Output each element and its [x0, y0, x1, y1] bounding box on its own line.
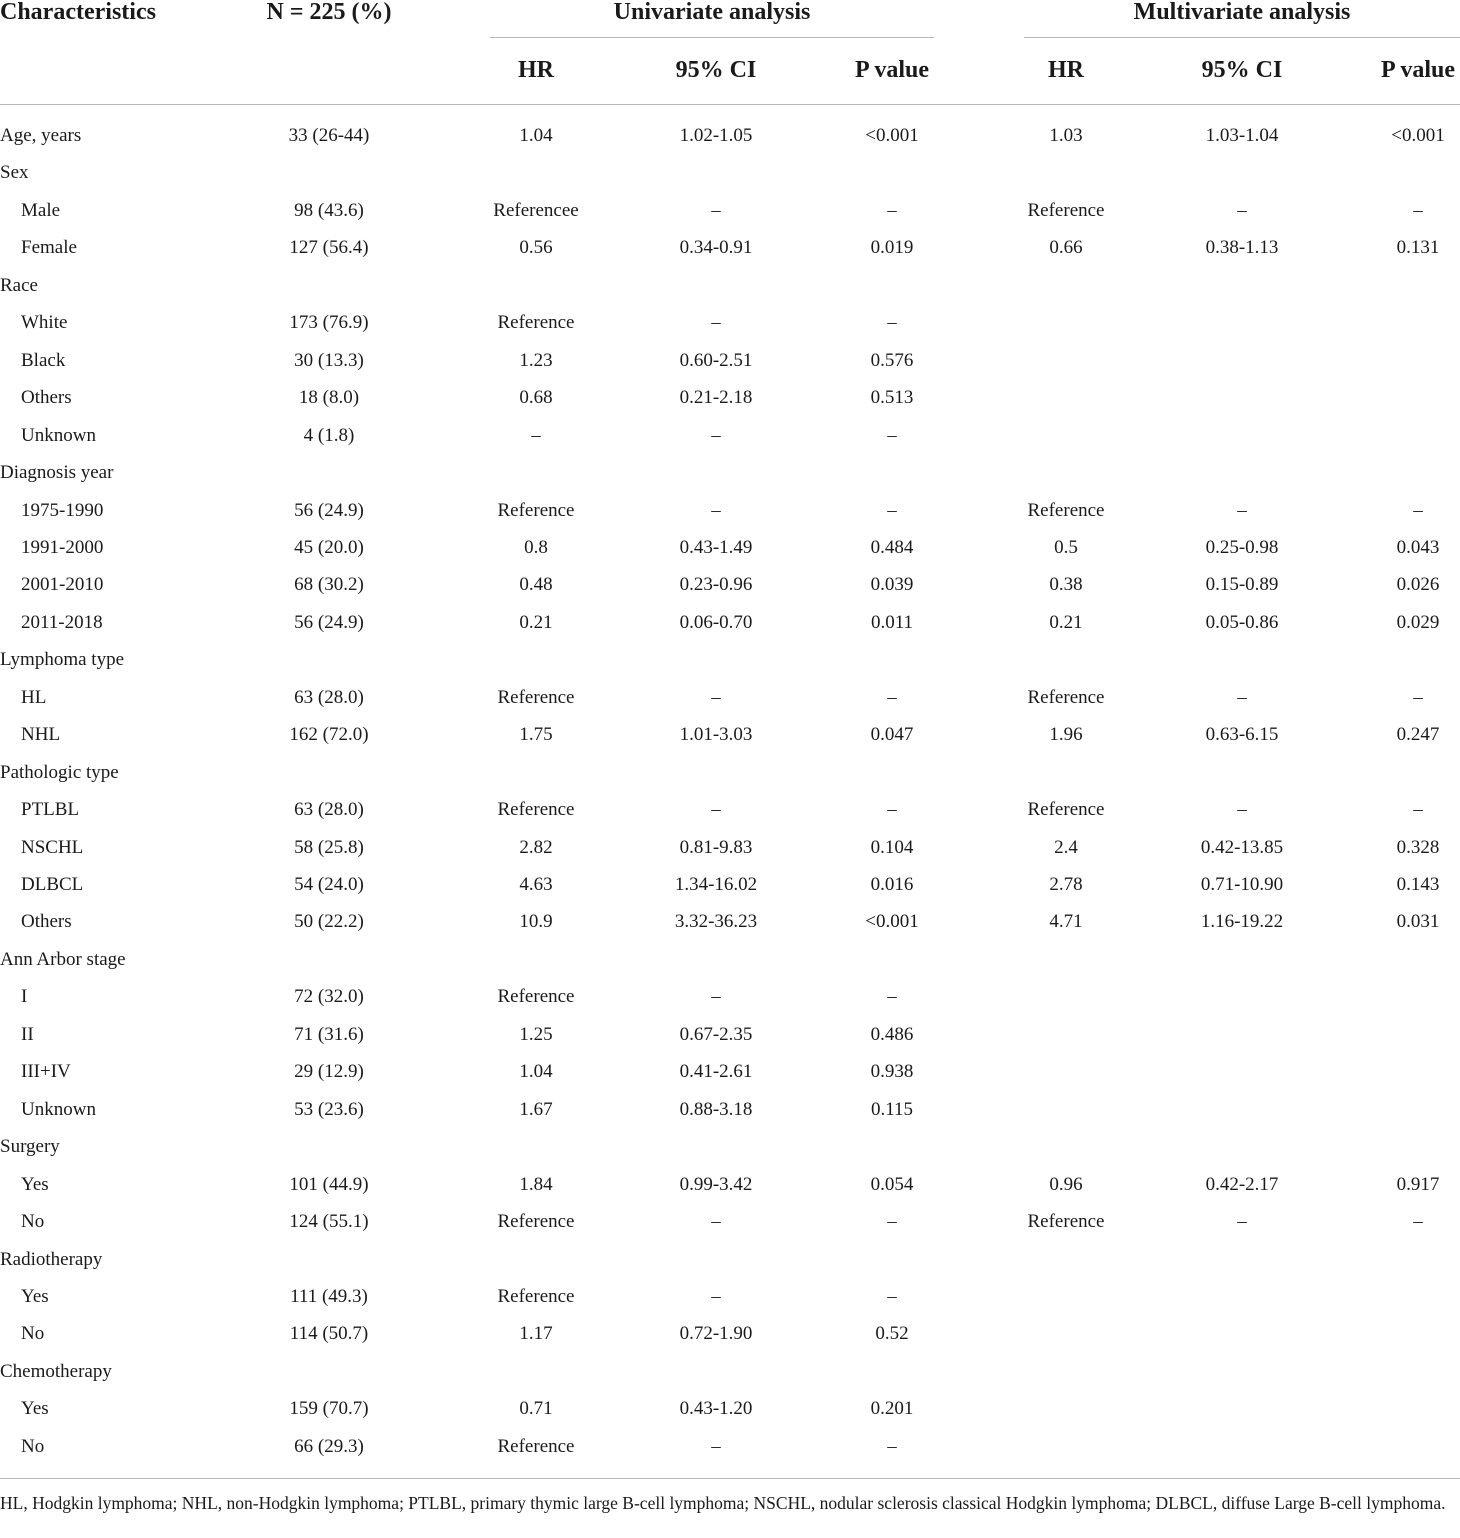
- cell-up: 0.011: [870, 612, 914, 633]
- cell-uhr: 0.68: [519, 387, 553, 408]
- row-label: Unknown: [21, 425, 96, 446]
- cell-n: 56 (24.9): [294, 612, 364, 633]
- cell-uhr: 2.82: [519, 837, 553, 858]
- cell-mci: 0.63-6.15: [1205, 724, 1279, 745]
- cell-uci: –: [711, 500, 721, 521]
- cell-mci: 1.16-19.22: [1200, 911, 1284, 932]
- cell-n: 58 (25.8): [294, 837, 364, 858]
- cell-up: 0.104: [870, 837, 914, 858]
- cell-uci: –: [711, 799, 721, 820]
- row-label: NSCHL: [21, 837, 84, 858]
- cell-mhr: Reference: [1027, 500, 1105, 521]
- group-label: Sex: [0, 162, 29, 183]
- cell-mhr: 2.4: [1054, 837, 1078, 858]
- cell-uhr: 1.04: [519, 125, 553, 146]
- row-label: HL: [21, 687, 47, 708]
- cell-uci: 1.01-3.03: [679, 724, 753, 745]
- cell-uhr: 1.75: [519, 724, 553, 745]
- cell-up: 0.047: [870, 724, 914, 745]
- cell-mp: –: [1413, 500, 1423, 521]
- cell-mp: 0.131: [1396, 237, 1440, 258]
- cell-mci: –: [1237, 500, 1247, 521]
- cell-mhr: 2.78: [1049, 874, 1083, 895]
- row-label: Others: [21, 387, 72, 408]
- cell-n: 30 (13.3): [294, 350, 364, 371]
- cell-up: 0.486: [870, 1024, 914, 1045]
- cell-mhr: 4.71: [1049, 911, 1083, 932]
- multivariate-span-rule: [1024, 37, 1460, 38]
- cell-up: 0.115: [870, 1099, 914, 1120]
- cell-mhr: 0.66: [1049, 237, 1083, 258]
- cell-up: <0.001: [865, 125, 919, 146]
- cell-n: 173 (76.9): [289, 312, 369, 333]
- cell-mhr: 0.21: [1049, 612, 1083, 633]
- cell-mci: –: [1237, 799, 1247, 820]
- header-multi-hr: HR: [1048, 57, 1084, 83]
- row-label: Unknown: [21, 1099, 96, 1120]
- cell-mci: 0.42-2.17: [1205, 1174, 1279, 1195]
- row-label: White: [21, 312, 68, 333]
- cell-uci: 0.67-2.35: [679, 1024, 753, 1045]
- cell-uci: 0.41-2.61: [679, 1061, 753, 1082]
- cell-mhr: 1.03: [1049, 125, 1083, 146]
- cell-uci: –: [711, 200, 721, 221]
- cell-n: 56 (24.9): [294, 500, 364, 521]
- cell-n: 68 (30.2): [294, 574, 364, 595]
- cell-up: 0.201: [870, 1398, 914, 1419]
- cell-n: 72 (32.0): [294, 986, 364, 1007]
- cell-uhr: 0.71: [519, 1398, 553, 1419]
- cell-mhr: Reference: [1027, 799, 1105, 820]
- cell-mp: –: [1413, 1211, 1423, 1232]
- cell-n: 111 (49.3): [290, 1286, 368, 1307]
- cell-uhr: 4.63: [519, 874, 553, 895]
- cell-mp: 0.026: [1396, 574, 1440, 595]
- cell-uhr: 1.67: [519, 1099, 553, 1120]
- cell-mp: 0.031: [1396, 911, 1440, 932]
- cell-n: 18 (8.0): [298, 387, 360, 408]
- cell-mci: –: [1237, 1211, 1247, 1232]
- cell-mp: <0.001: [1391, 125, 1445, 146]
- cell-mci: –: [1237, 200, 1247, 221]
- cell-uhr: Reference: [497, 687, 575, 708]
- header-multi-ci: 95% CI: [1201, 57, 1283, 83]
- cell-n: 66 (29.3): [294, 1436, 364, 1457]
- group-label: Diagnosis year: [0, 462, 114, 483]
- cell-n: 101 (44.9): [289, 1174, 369, 1195]
- cell-mci: 0.25-0.98: [1205, 537, 1279, 558]
- cell-up: 0.513: [870, 387, 914, 408]
- cell-mp: 0.029: [1396, 612, 1440, 633]
- cell-mci: 0.38-1.13: [1205, 237, 1279, 258]
- cell-uhr: Reference: [497, 500, 575, 521]
- cell-uci: –: [711, 1211, 721, 1232]
- group-label: Radiotherapy: [0, 1249, 103, 1270]
- row-label: I: [21, 986, 28, 1007]
- cell-mhr: Reference: [1027, 687, 1105, 708]
- cell-uci: 0.34-0.91: [679, 237, 753, 258]
- cell-uci: –: [711, 425, 721, 446]
- cell-up: –: [887, 986, 897, 1007]
- header-characteristics: Characteristics: [0, 0, 156, 25]
- cell-up: –: [887, 1436, 897, 1457]
- cell-up: –: [887, 799, 897, 820]
- cell-uci: –: [711, 986, 721, 1007]
- cell-uci: 1.34-16.02: [674, 874, 758, 895]
- cell-up: –: [887, 1286, 897, 1307]
- cell-mp: 0.143: [1396, 874, 1440, 895]
- cell-uci: 0.81-9.83: [679, 837, 753, 858]
- cell-mci: –: [1237, 687, 1247, 708]
- cell-mp: 0.328: [1396, 837, 1440, 858]
- cell-mp: –: [1413, 200, 1423, 221]
- cell-up: –: [887, 500, 897, 521]
- group-label: Ann Arbor stage: [0, 949, 126, 970]
- cell-up: –: [887, 200, 897, 221]
- cell-uci: 0.06-0.70: [679, 612, 753, 633]
- row-label: No: [21, 1436, 45, 1457]
- cell-uhr: Reference: [497, 1436, 575, 1457]
- cell-uhr: 0.8: [524, 537, 548, 558]
- cell-mp: –: [1413, 799, 1423, 820]
- cell-up: 0.52: [875, 1323, 909, 1344]
- header-univariate: Univariate analysis: [613, 0, 811, 25]
- cell-uhr: 1.25: [519, 1024, 553, 1045]
- univariate-span-rule: [490, 37, 934, 38]
- header-bottom-rule: [0, 104, 1460, 105]
- cell-n: 127 (56.4): [289, 237, 369, 258]
- row-label: 2011-2018: [21, 612, 103, 633]
- cell-mhr: 0.38: [1049, 574, 1083, 595]
- cell-mp: 0.247: [1396, 724, 1440, 745]
- cell-mhr: Reference: [1027, 1211, 1105, 1232]
- cell-mci: 0.71-10.90: [1200, 874, 1284, 895]
- cell-uci: 0.60-2.51: [679, 350, 753, 371]
- group-label: Race: [0, 275, 38, 296]
- group-label: Pathologic type: [0, 762, 119, 783]
- cell-uci: 0.43-1.49: [679, 537, 753, 558]
- row-label: Yes: [21, 1286, 49, 1307]
- cell-n: 50 (22.2): [294, 911, 364, 932]
- row-label: Black: [21, 350, 66, 371]
- cell-uci: 1.02-1.05: [679, 125, 753, 146]
- header-uni-hr: HR: [518, 57, 554, 83]
- cell-uhr: 0.48: [519, 574, 553, 595]
- row-label: DLBCL: [21, 874, 84, 895]
- group-label: Surgery: [0, 1136, 60, 1157]
- cell-uci: –: [711, 687, 721, 708]
- cell-n: 53 (23.6): [294, 1099, 364, 1120]
- cell-mp: 0.043: [1396, 537, 1440, 558]
- cell-mhr: 1.96: [1049, 724, 1083, 745]
- cell-mci: 1.03-1.04: [1205, 125, 1279, 146]
- cell-uhr: Reference: [497, 1211, 575, 1232]
- cell-uhr: Reference: [497, 312, 575, 333]
- cell-mhr: 0.5: [1054, 537, 1078, 558]
- cell-uci: 3.32-36.23: [674, 911, 758, 932]
- table-footnote: HL, Hodgkin lymphoma; NHL, non-Hodgkin lymphoma; PTLBL, primary thymic large B-cell lymphoma; NSCHL, nodular sclerosis classical Hodgkin lymphoma; DLBCL, diffuse Large B-cell lymphoma.: [0, 1493, 1446, 1513]
- cell-uhr: 1.17: [519, 1323, 553, 1344]
- cell-n: 54 (24.0): [294, 874, 364, 895]
- header-uni-p: P value: [854, 57, 930, 83]
- row-label: Yes: [21, 1398, 49, 1419]
- header-multi-p: P value: [1380, 57, 1456, 83]
- cell-mhr: Reference: [1027, 200, 1105, 221]
- cell-mci: 0.05-0.86: [1205, 612, 1279, 633]
- cell-up: 0.938: [870, 1061, 914, 1082]
- cell-n: 29 (12.9): [294, 1061, 364, 1082]
- cell-n: 63 (28.0): [294, 687, 364, 708]
- cell-uci: –: [711, 1436, 721, 1457]
- cell-mci: 0.15-0.89: [1205, 574, 1279, 595]
- cell-uhr: Reference: [497, 799, 575, 820]
- cell-n: 33 (26-44): [288, 125, 370, 146]
- cell-uhr: –: [531, 425, 541, 446]
- cell-mhr: 0.96: [1049, 1174, 1083, 1195]
- cell-n: 114 (50.7): [289, 1323, 369, 1344]
- row-label: II: [21, 1024, 34, 1045]
- cell-uhr: 1.04: [519, 1061, 553, 1082]
- table-bottom-rule: [0, 1478, 1460, 1479]
- cell-up: 0.576: [870, 350, 914, 371]
- cell-mp: 0.917: [1396, 1174, 1440, 1195]
- cell-uhr: 10.9: [519, 911, 553, 932]
- cell-uhr: 0.56: [519, 237, 553, 258]
- row-label: 2001-2010: [21, 574, 104, 595]
- row-label: No: [21, 1323, 45, 1344]
- cell-uhr: 1.23: [519, 350, 553, 371]
- cell-up: –: [887, 687, 897, 708]
- cell-n: 159 (70.7): [289, 1398, 369, 1419]
- cell-n: 45 (20.0): [294, 537, 364, 558]
- row-label: Others: [21, 911, 72, 932]
- cell-n: 63 (28.0): [294, 799, 364, 820]
- cell-up: 0.019: [870, 237, 914, 258]
- cell-uhr: Reference: [497, 986, 575, 1007]
- cell-n: 71 (31.6): [294, 1024, 364, 1045]
- row-label: NHL: [21, 724, 61, 745]
- cell-up: 0.484: [870, 537, 914, 558]
- cell-uhr: Reference: [497, 1286, 575, 1307]
- cell-n: 98 (43.6): [294, 200, 364, 221]
- row-label: 1991-2000: [21, 537, 104, 558]
- cell-uci: 0.23-0.96: [679, 574, 753, 595]
- cell-mci: 0.42-13.85: [1200, 837, 1284, 858]
- cell-n: 4 (1.8): [303, 425, 355, 446]
- cell-uhr: 1.84: [519, 1174, 553, 1195]
- cell-mp: –: [1413, 687, 1423, 708]
- header-uni-ci: 95% CI: [675, 57, 757, 83]
- row-label: III+IV: [21, 1061, 71, 1082]
- cell-up: –: [887, 1211, 897, 1232]
- cell-up: –: [887, 425, 897, 446]
- cell-up: 0.054: [870, 1174, 914, 1195]
- cell-up: –: [887, 312, 897, 333]
- row-label: Yes: [21, 1174, 49, 1195]
- cell-up: 0.039: [870, 574, 914, 595]
- cell-uci: 0.88-3.18: [679, 1099, 753, 1120]
- row-label: Age, years: [0, 125, 82, 146]
- row-label: PTLBL: [21, 799, 80, 820]
- cell-uci: 0.43-1.20: [679, 1398, 753, 1419]
- cell-n: 162 (72.0): [289, 724, 369, 745]
- cell-uhr: Referencee: [493, 200, 579, 221]
- cell-uci: 0.21-2.18: [679, 387, 753, 408]
- cell-uci: 0.72-1.90: [679, 1323, 753, 1344]
- row-label: No: [21, 1211, 45, 1232]
- cell-uci: –: [711, 312, 721, 333]
- cell-uci: 0.99-3.42: [679, 1174, 753, 1195]
- cell-uci: –: [711, 1286, 721, 1307]
- cell-up: 0.016: [870, 874, 914, 895]
- row-label: 1975-1990: [21, 500, 104, 521]
- group-label: Lymphoma type: [0, 649, 125, 670]
- group-label: Chemotherapy: [0, 1361, 112, 1382]
- cell-uhr: 0.21: [519, 612, 553, 633]
- header-multivariate: Multivariate analysis: [1133, 0, 1351, 25]
- cell-n: 124 (55.1): [289, 1211, 369, 1232]
- cell-up: <0.001: [865, 911, 919, 932]
- row-label: Female: [21, 237, 77, 258]
- row-label: Male: [21, 200, 61, 221]
- header-n: N = 225 (%): [266, 0, 392, 25]
